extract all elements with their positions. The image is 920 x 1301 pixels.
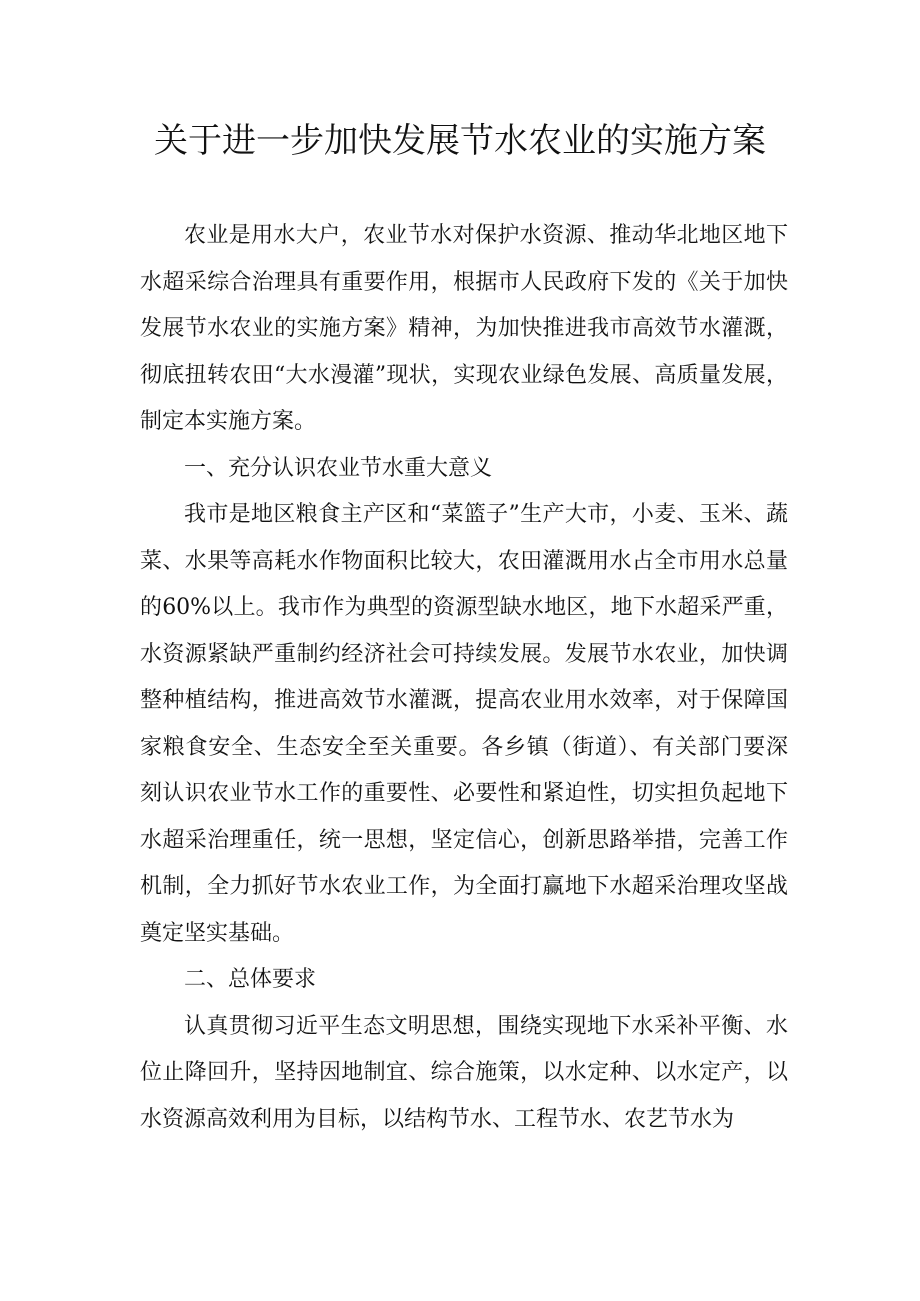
section-heading-1: 一、充分认识农业节水重大意义 <box>184 455 493 481</box>
paragraph-intro: 农业是用水大户，农业节水对保护水资源、推动华北地区地下水超采综合治理具有重要作用，根据市人民政府下发的《关于加快发展节水农业的实施方案》精神，为加快推进我市高效节水灌溉，彻底扭转农田“大水漫灌”现状，实现农业绿色发展、高质量发展，制定本实施方案。 <box>140 223 788 434</box>
paragraph-requirements: 认真贯彻习近平生态文明思想，围绕实现地下水采补平衡、水位止降回升，坚持因地制宜、综合施策，以水定种、以水定产，以水资源高效利用为目标，以结构节水、工程节水、农艺节水为 <box>140 1013 788 1132</box>
section-heading-2: 二、总体要求 <box>184 967 317 992</box>
document-body <box>140 213 788 1143</box>
paragraph-significance: 我市是地区粮食主产区和“菜篮子”生产大市，小麦、玉米、蔬菜、水果等高耗水作物面积比较大，农田灌溉用水占全市用水总量的60%以上。我市作为典型的资源型缺水地区，地下水超采严重，水资源紧缺严重制约经济社会可持续发展。发展节水农业，加快调整种植结构，推进高效节水灌溉，提高农业用水效率，对于保障国家粮食安全、生态安全至关重要。各乡镇（街道）、有关部门要深刻认识农业节水工作的重要性、必要性和紧迫性，切实担负起地下水超采治理重任，统一思想，坚定信心，创新思路举措，完善工作机制，全力抓好节水农业工作，为全面打赢地下水超采治理攻坚战奠定坚实基础。 <box>140 502 788 946</box>
document-title: 关于进一步加快发展节水农业的实施方案 <box>154 121 766 161</box>
